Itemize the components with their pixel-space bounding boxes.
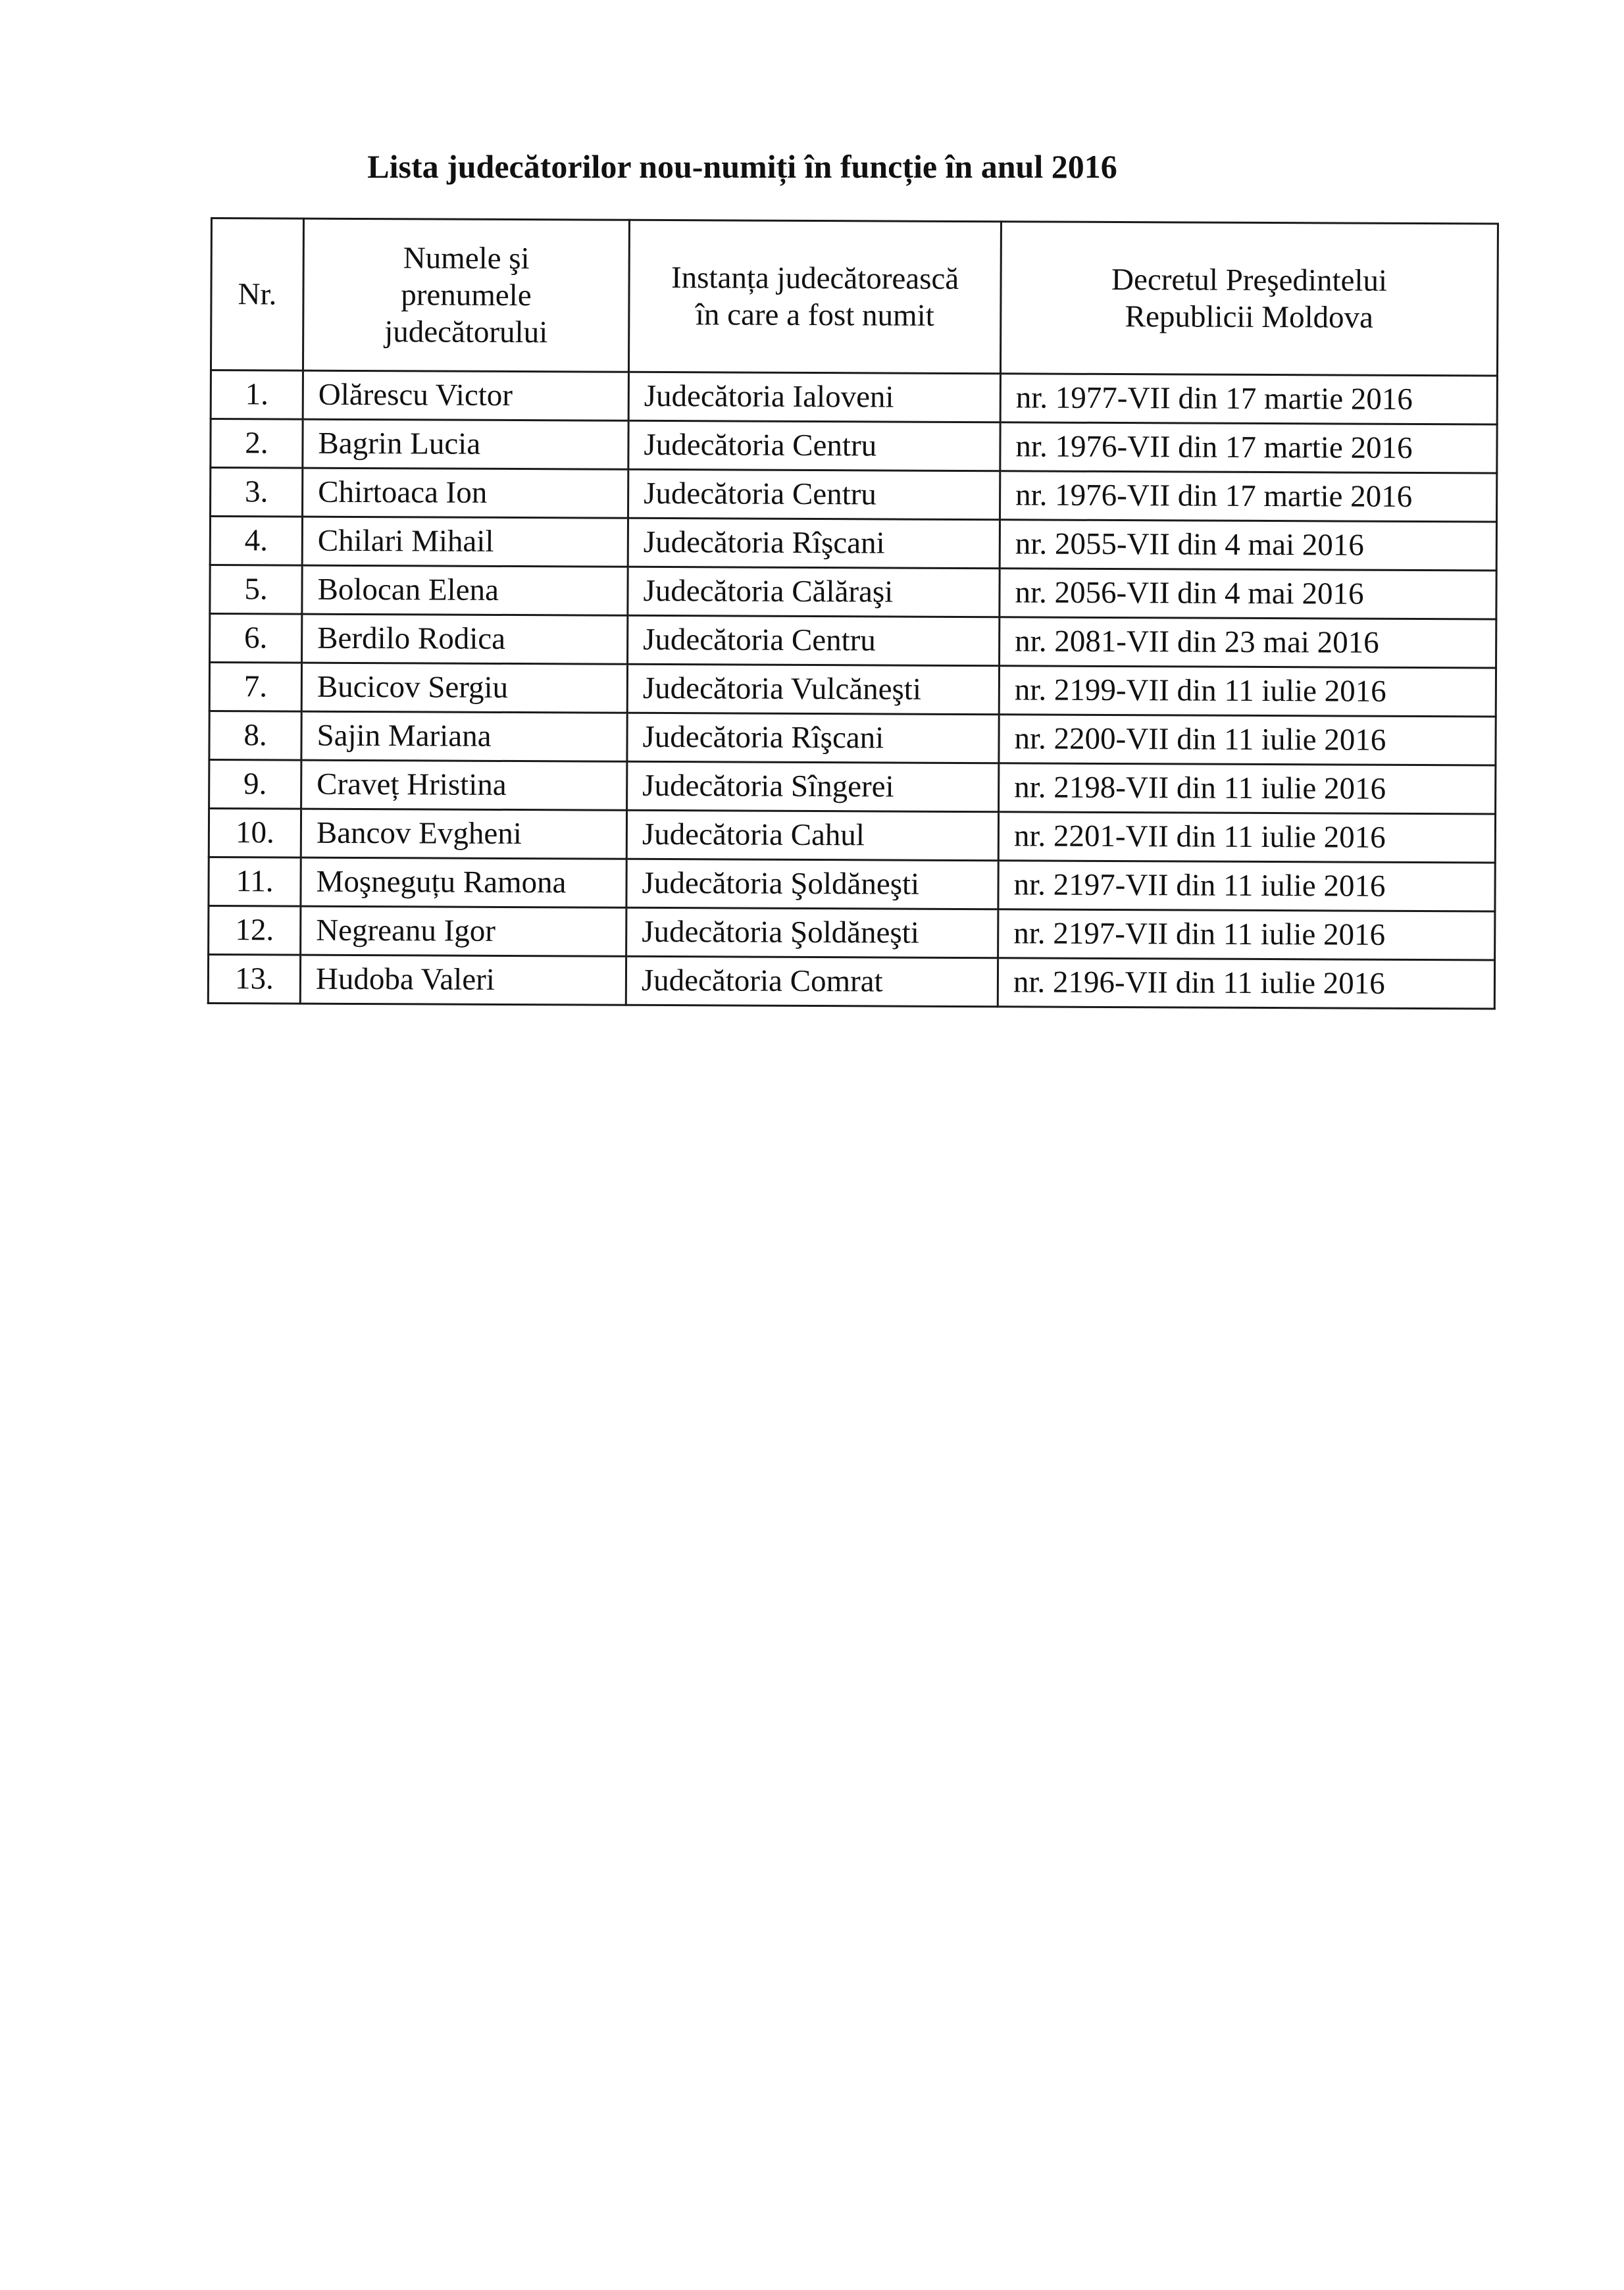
judge-name-cell: Bucicov Sergiu xyxy=(301,663,627,713)
table-row xyxy=(210,614,1496,669)
judge-name-cell: Chilari Mihail xyxy=(302,517,628,567)
decree-number-cell: nr. 2199-VII din 11 iulie 2016 xyxy=(999,666,1496,717)
court-name-cell: Judecătoria Ialoveni xyxy=(628,372,1000,422)
decree-number-cell: nr. 2056-VII din 4 mai 2016 xyxy=(1000,569,1496,619)
judge-name-cell: Moşneguțu Ramona xyxy=(301,857,626,907)
row-number-cell: 6. xyxy=(210,614,302,663)
document-title: Lista judecătorilor nou-numiți în funcție în anul 2016 xyxy=(367,148,1117,185)
table-row xyxy=(209,759,1496,814)
judge-name-cell: Bancov Evgheni xyxy=(301,809,626,859)
header-name-line: judecătorului xyxy=(384,315,548,350)
row-number-cell: 1. xyxy=(211,370,303,420)
row-number-cell: 12. xyxy=(209,905,301,955)
row-number-cell: 9. xyxy=(209,759,301,809)
table-row xyxy=(209,905,1495,960)
table-header-row xyxy=(211,218,1498,376)
table-row xyxy=(209,808,1495,863)
court-name-cell: Judecătoria Şoldăneşti xyxy=(626,859,998,909)
court-name-cell: Judecătoria Centru xyxy=(628,615,1000,665)
row-number-cell: 8. xyxy=(209,711,301,760)
header-decree-line: Republicii Moldova xyxy=(1125,299,1374,335)
court-name-cell: Judecătoria Rîşcani xyxy=(627,713,999,763)
court-name-cell: Judecătoria Comrat xyxy=(626,956,998,1006)
row-number-cell: 10. xyxy=(209,808,301,857)
header-court xyxy=(628,220,1001,373)
row-number-cell: 2. xyxy=(211,419,303,469)
table-row xyxy=(211,370,1497,425)
decree-number-cell: nr. 2197-VII din 11 iulie 2016 xyxy=(998,909,1495,960)
decree-number-cell: nr. 2196-VII din 11 iulie 2016 xyxy=(998,958,1494,1009)
judge-name-cell: Negreanu Igor xyxy=(301,906,626,956)
court-name-cell: Judecătoria Sîngerei xyxy=(627,761,999,811)
header-nr: Nr. xyxy=(211,218,303,371)
table-body xyxy=(208,370,1497,1009)
table-row xyxy=(209,663,1496,717)
decree-number-cell: nr. 1977-VII din 17 martie 2016 xyxy=(1000,374,1497,424)
table-row xyxy=(209,857,1495,911)
judges-table xyxy=(207,217,1499,1010)
decree-number-cell: nr. 2201-VII din 11 iulie 2016 xyxy=(998,812,1495,863)
judge-name-cell: Chirtoaca Ion xyxy=(303,468,628,518)
header-decree-line: Decretul Preşedintelui xyxy=(1111,262,1388,298)
judge-name-cell: Bolocan Elena xyxy=(302,565,628,615)
decree-number-cell: nr. 2198-VII din 11 iulie 2016 xyxy=(999,763,1496,814)
decree-number-cell: nr. 2081-VII din 23 mai 2016 xyxy=(1000,617,1496,668)
court-name-cell: Judecătoria Călăraşi xyxy=(628,567,1000,617)
decree-number-cell: nr. 2197-VII din 11 iulie 2016 xyxy=(998,861,1495,911)
judge-name-cell: Hudoba Valeri xyxy=(300,955,626,1005)
row-number-cell: 5. xyxy=(210,565,302,615)
judge-name-cell: Craveț Hristina xyxy=(301,760,627,810)
row-number-cell: 4. xyxy=(210,517,302,566)
header-name-line: prenumele xyxy=(401,278,532,313)
header-name xyxy=(303,218,629,372)
judge-name-cell: Olărescu Victor xyxy=(303,370,628,420)
decree-number-cell: nr. 2200-VII din 11 iulie 2016 xyxy=(999,715,1496,765)
judge-name-cell: Berdilo Rodica xyxy=(302,614,628,664)
table-row xyxy=(208,954,1494,1009)
row-number-cell: 13. xyxy=(208,954,300,1004)
header-court-line: în care a fost numit xyxy=(695,297,934,333)
decree-number-cell: nr. 1976-VII din 17 martie 2016 xyxy=(1000,471,1497,522)
header-court-line: Instanța judecătorească xyxy=(671,261,959,296)
decree-number-cell: nr. 2055-VII din 4 mai 2016 xyxy=(1000,520,1496,571)
table-row xyxy=(209,711,1496,765)
table-row xyxy=(210,565,1496,620)
table-row xyxy=(211,468,1497,522)
court-name-cell: Judecătoria Cahul xyxy=(626,810,998,860)
table-row xyxy=(210,517,1496,571)
court-name-cell: Judecătoria Centru xyxy=(628,469,1000,519)
table-row xyxy=(211,419,1497,474)
header-name-line: Numele şi xyxy=(403,241,530,276)
court-name-cell: Judecătoria Vulcăneşti xyxy=(627,664,999,714)
decree-number-cell: nr. 1976-VII din 17 martie 2016 xyxy=(1000,422,1497,473)
header-decree xyxy=(1000,222,1498,376)
judge-name-cell: Bagrin Lucia xyxy=(303,419,628,469)
row-number-cell: 3. xyxy=(211,468,303,517)
row-number-cell: 7. xyxy=(209,663,301,712)
judge-name-cell: Sajin Mariana xyxy=(301,711,627,761)
court-name-cell: Judecătoria Centru xyxy=(628,420,1000,471)
court-name-cell: Judecătoria Şoldăneşti xyxy=(626,907,998,957)
court-name-cell: Judecătoria Rîşcani xyxy=(628,518,1000,568)
row-number-cell: 11. xyxy=(209,857,301,906)
